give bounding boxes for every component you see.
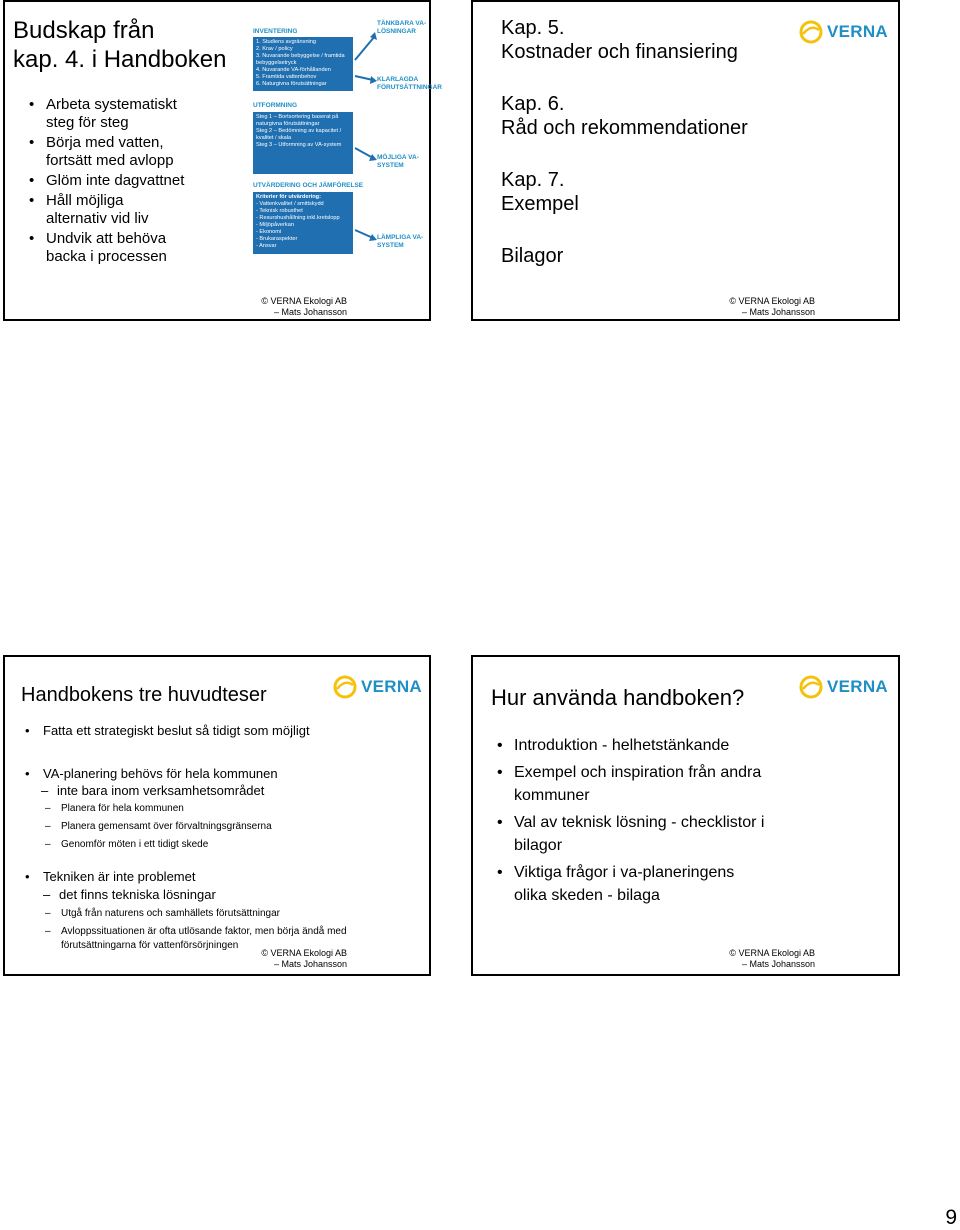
bullet-item [29,134,184,170]
slide-budskap [3,0,442,321]
bullet-item [497,734,764,757]
diagram-line: - Miljöpåverkan [256,222,294,228]
bullet-line: • Börja med vatten, [46,134,164,151]
bullet-item [29,172,184,190]
bullet-line: alternativ vid liv [46,210,149,227]
thesis-2-item: – Planera gemensamt över förvaltningsgränserna [61,821,272,832]
diagram-line: - Resurshushållning inkl.kretslopp [256,215,340,221]
slide-title: Budskap från kap. 4. i Handboken [13,17,227,73]
slide-huvudteser: Handbokens tre huvudteser VERNA • Fatta ett strategiskt beslut så tidigt som möjligt • VA-planering behövs för hela kommunen – inte bara inom verksamhetsområdet – Planera för hela kommunen – Planera gemensamt över förvaltningsgränserna – Genomför möten i ett tidigt skede • Tekniken är inte problemet – det finns tekniska lösningar – Utgå från naturens och samhällets förutsättningar – Avloppssituationen är ofta utlösande faktor, men börja ändå med förutsättningarna för vattenförsörjningen © VERNA Ekologi AB – Mats Johansson [3,655,431,976]
bullet-line: • Arbeta systematiskt [46,96,177,113]
bullet-line: • Val av teknisk lösning - checklistor i [514,814,765,831]
verna-logo-icon [333,675,357,699]
label-klarlagda: KLARLAGDA FÖRUTSÄTTNINGAR [377,76,442,91]
inventering-heading: INVENTERING [253,28,298,35]
verna-logo-icon [799,20,823,44]
bullet-line: bilagor [514,837,563,854]
diagram-line: - Brukaraspekter [256,236,298,242]
flow-arrows [353,20,379,260]
copyright: © VERNA Ekologi AB – Mats Johansson [261,296,347,317]
bullet-line: • Exempel och inspiration från andra [514,764,762,781]
usage-list [497,734,764,907]
thesis-2-item: – Planera för hela kommunen [61,803,184,814]
diagram-line: 1. Studiens avgränsning [256,39,317,45]
diagram-line: - Ansvar [256,243,277,249]
bullet-line: kommuner [514,787,590,804]
utformning-box [253,112,353,174]
diagram-line: - Teknisk robusthet [256,208,303,214]
label-tankbara: TÄNKBARA VA-LÖSNINGAR [377,20,427,35]
bullet-item [29,230,184,266]
diagram-line: 4. Nuvarande VA-förhållanden [256,67,331,73]
bullet-line: • Introduktion - helhetstänkande [514,737,730,754]
bullet-line: backa i processen [46,248,167,265]
diagram-line: Steg 1 – Bortsortering baserat på naturgivna förutsättningar [256,114,339,127]
diagram-line: 6. Naturgivna förutsättningar [256,81,327,87]
process-diagram [253,20,442,260]
bullet-item [29,96,184,132]
copyright: © VERNA Ekologi AB – Mats Johansson [729,296,815,317]
bullet-line: • Undvik att behöva [46,230,167,247]
thesis-2-item: – Genomför möten i ett tidigt skede [61,839,208,850]
bullet-item [497,811,764,857]
page-number: 9 [945,1206,957,1229]
diagram-line: - Ekonomi [256,229,282,235]
bullet-item [29,192,184,228]
slide-hur-anvanda [471,655,900,976]
diagram-line: - Vattenkvalitet / smittskydd [256,201,324,207]
utvardering-heading: UTVÄRDERING OCH JÄMFÖRELSE [253,182,364,189]
thesis-3-item: – Utgå från naturens och samhällets förutsättningar [61,908,280,919]
bullet-line: steg för steg [46,114,129,131]
diagram-line: 3. Nuvarande bebyggelse / framtida bebyggelsetryck [256,53,345,66]
label-lampliga: LÄMPLIGA VA-SYSTEM [377,234,424,249]
bullet-list [29,96,184,266]
slide-title: Handbokens tre huvudteser [21,684,267,706]
slide-kapitel [471,0,900,321]
diagram-line: Steg 3 – Utformning av VA-system [256,142,342,148]
utformning-heading: UTFORMNING [253,102,298,109]
bullet-line: fortsätt med avlopp [46,152,174,169]
diagram-line: Steg 2 – Bedömning av kapacitet / kvalitet / skala [256,128,342,141]
thesis-3-item: – Avloppssituationen är ofta utlösande faktor, men börja ändå med [61,926,347,937]
slide-title: Hur använda handboken? [491,685,745,710]
thesis-3-item-tail: förutsättningarna för vattenförsörjningen [61,940,239,951]
copyright: © VERNA Ekologi AB – Mats Johansson [261,948,347,969]
bullet-line: • Viktiga frågor i va-planeringens [514,864,735,881]
thesis-2-sub: – inte bara inom verksamhetsområdet [57,783,264,798]
verna-logo: VERNA [799,20,888,44]
chapter-list: Kap. 5. Kostnader och finansiering Kap. 6. Råd och rekommendationer Kap. 7. Exempel Bilagor [501,17,748,267]
bullet-line: • Glöm inte dagvattnet [46,172,185,189]
diagram-line: 2. Krav / policy [256,46,293,52]
diagram-line: 5. Framtida vattenbehov [256,74,317,80]
verna-logo: VERNA [799,675,888,699]
diagram-line: Kriterier för utvärdering: [256,194,321,200]
verna-logo-icon [799,675,823,699]
bullet-line: olika skeden - bilaga [514,887,660,904]
thesis-3-sub: – det finns tekniska lösningar [59,887,216,902]
label-mojliga: MÖJLIGA VA-SYSTEM [377,154,419,169]
bullet-item [497,761,764,807]
bullet-item [497,861,764,907]
copyright: © VERNA Ekologi AB – Mats Johansson [729,948,815,969]
bullet-line: • Håll möjliga [46,192,124,209]
verna-logo: VERNA [333,675,422,699]
utvardering-box [253,192,353,254]
inventering-box [253,37,353,91]
